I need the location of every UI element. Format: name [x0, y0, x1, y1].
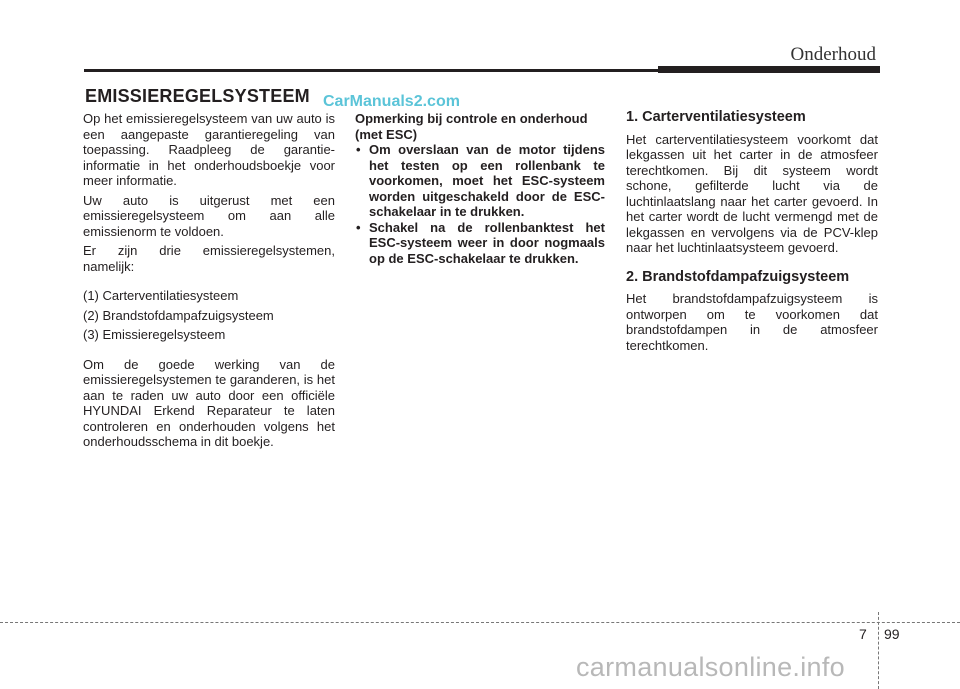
- intro-paragraph-1: Op het emissieregelsysteem van uw auto is een aangepaste garantieregeling van toepassing. Raadpleeg de garantie-informatie in het onderhoudsboekje voor meer informatie.: [83, 111, 335, 188]
- column-systems: [626, 110, 878, 353]
- chapter-title: Onderhoud: [790, 44, 876, 65]
- column-intro: [83, 111, 335, 454]
- intro-paragraph-3: Er zijn drie emissieregelsystemen, namelijk:: [83, 243, 335, 274]
- esc-note-bullet-text: Schakel na de rollenbanktest het ESC-systeem weer in door nogmaals op de ESC-schakelaar te drukken.: [369, 219, 605, 266]
- esc-note-bullet: [355, 220, 605, 267]
- evap-paragraph: Het brandstofdampafzuigsysteem is ontworpen om te voorkomen dat brandstofdampen in de atmosfeer terechtkomen.: [626, 291, 878, 353]
- section-title: EMISSIEREGELSYSTEEM: [85, 86, 316, 107]
- esc-note-list: [355, 142, 605, 266]
- crankcase-paragraph: Het carterventilatiesysteem voorkomt dat lekgassen uit het carter in de atmosfeer terechtkomen. Bij dit systeem wordt schone, gefilterde lucht via de luchtinlaatslang naar het carter gevoerd. In het carter wordt de lucht vermengd met de lekgassen en vervolgens via de PCV-klep naar het luchtinlaatsysteem gevoerd.: [626, 131, 878, 255]
- subsection-heading-crankcase: 1. Carterventilatiesysteem: [626, 109, 806, 125]
- bullet-icon: •: [356, 142, 361, 157]
- esc-note-bullet-text: Om overslaan van de motor tijdens het testen op een rollenbank te voorkomen, moet het ESC-systeem worden uitgeschakeld door de ESC-schakelaar in te drukken.: [369, 142, 605, 219]
- esc-note-heading: Opmerking bij controle en onderhoud (met ESC): [355, 111, 588, 142]
- chapter-number: 7: [859, 626, 867, 642]
- intro-paragraph-4: Om de goede werking van de emissieregelsystemen te garanderen, is het aan te raden uw auto door een officiële HYUNDAI Erkend Reparateur te laten controleren en onderhouden volgens het onderhoudsschema in dit boekje.: [83, 356, 335, 449]
- watermark-carmanualsonline: carmanualsonline.info: [576, 652, 845, 682]
- system-list-item: (3) Emissieregelsysteem: [83, 327, 226, 342]
- footer-divider: [878, 612, 879, 689]
- page-number: 99: [884, 626, 900, 642]
- watermark-carmanuals2: CarManuals2.com: [323, 93, 460, 110]
- column-esc-note: [355, 111, 605, 266]
- header-bar: [658, 66, 880, 73]
- system-list-item: (2) Brandstofdampafzuigsysteem: [83, 307, 274, 323]
- header-rule: [84, 69, 658, 72]
- subsection-heading-evap: 2. Brandstofdampafzuigsysteem: [626, 268, 850, 285]
- intro-paragraph-2: Uw auto is uitgerust met een emissieregelsysteem om aan alle emissienorm te voldoen.: [83, 192, 335, 239]
- bullet-icon: •: [356, 219, 361, 235]
- system-list-item: (1) Carterventilatiesysteem: [83, 288, 239, 303]
- esc-note-bullet: [355, 142, 605, 220]
- footer-rule: [0, 622, 960, 623]
